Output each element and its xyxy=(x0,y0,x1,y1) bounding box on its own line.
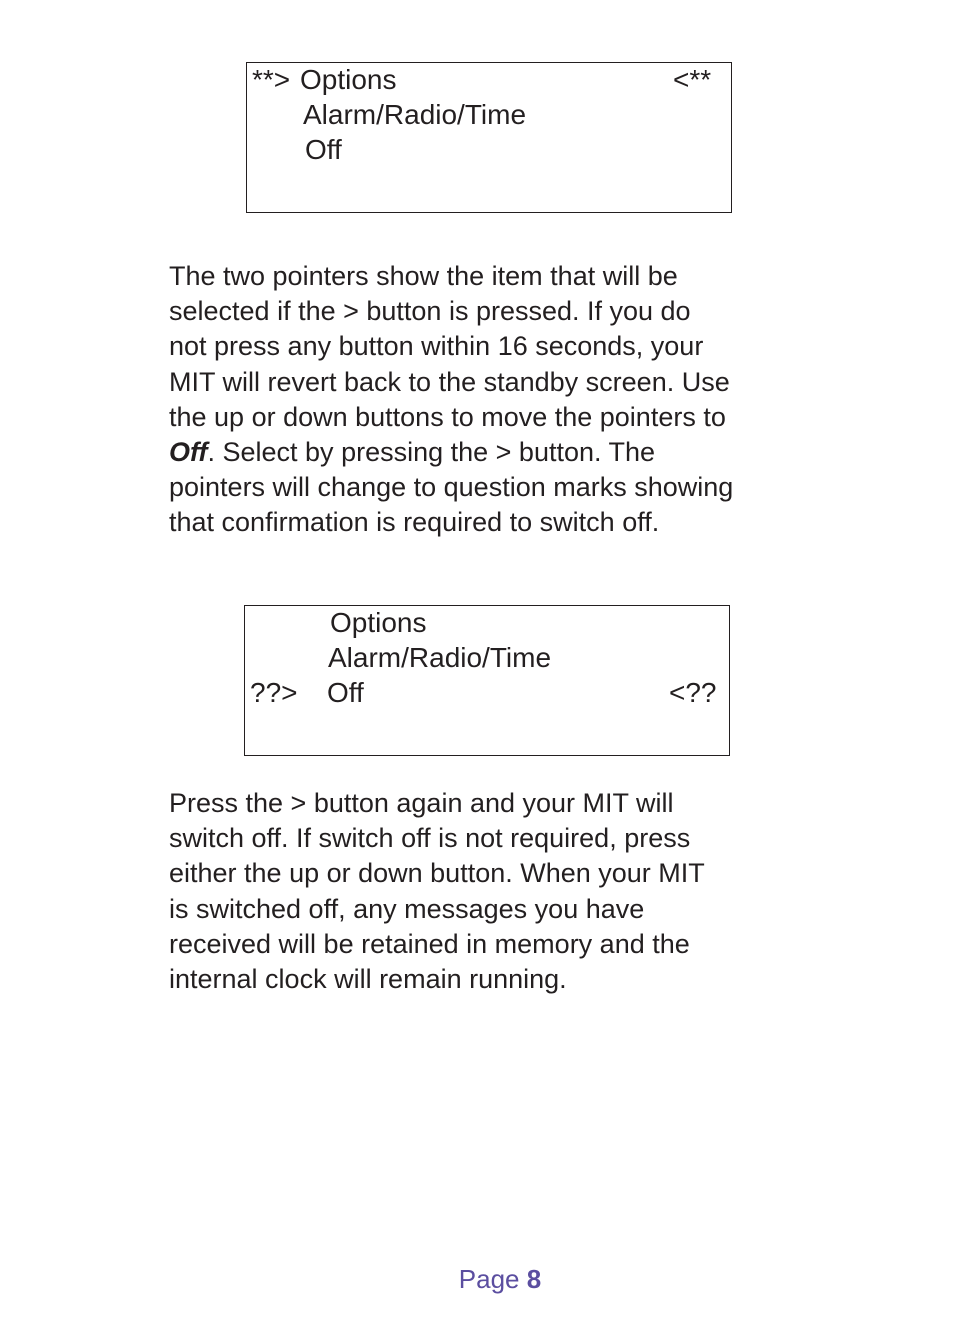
lcd-item-alarm-radio-time: Alarm/Radio/Time xyxy=(303,99,527,130)
lcd-right-pointer: <?? xyxy=(669,677,717,708)
paragraph-line: selected if the > button is pressed. If you do xyxy=(169,296,691,327)
emphasis-off: Off xyxy=(169,437,208,468)
lcd-item-options: Options xyxy=(330,607,427,638)
paragraph-line: either the up or down button. When your MIT xyxy=(169,858,705,889)
paragraph-line: received will be retained in memory and the xyxy=(169,928,690,959)
lcd-item-off: Off xyxy=(305,134,342,165)
paragraph-line: Press the > button again and your MIT will xyxy=(169,788,674,818)
lcd-item-off: Off xyxy=(327,677,364,708)
instruction-paragraph-switch-off xyxy=(169,786,809,997)
paragraph-line: The two pointers show the item that will be xyxy=(169,261,678,291)
lcd-right-pointer: <** xyxy=(673,64,712,95)
paragraph-line: pointers will change to question marks showing xyxy=(169,472,734,503)
paragraph-line: that confirmation is required to switch off. xyxy=(169,507,660,538)
instruction-paragraph-pointers xyxy=(169,259,809,541)
paragraph-line: is switched off, any messages you have xyxy=(169,893,645,924)
paragraph-line-rest: . Select by pressing the > button. The xyxy=(207,437,656,468)
lcd-left-pointer: **> xyxy=(252,64,291,95)
lcd-screen-options-pointer xyxy=(246,62,732,213)
lcd-screen-off-confirmation xyxy=(244,605,730,756)
paragraph-line: not press any button within 16 seconds, your xyxy=(169,331,704,362)
page-label: Page xyxy=(458,1264,527,1294)
lcd-item-options: Options xyxy=(300,64,397,95)
page-footer xyxy=(0,1263,954,1295)
paragraph-line: MIT will revert back to the standby screen. Use xyxy=(169,366,730,397)
page-number: 8 xyxy=(526,1264,542,1294)
lcd-left-pointer: ??> xyxy=(250,677,298,708)
paragraph-line: internal clock will remain running. xyxy=(169,964,567,995)
paragraph-line: the up or down buttons to move the pointers to xyxy=(169,401,726,432)
lcd-item-alarm-radio-time: Alarm/Radio/Time xyxy=(328,642,552,673)
paragraph-line xyxy=(169,435,809,470)
paragraph-line: switch off. If switch off is not required, press xyxy=(169,823,691,854)
